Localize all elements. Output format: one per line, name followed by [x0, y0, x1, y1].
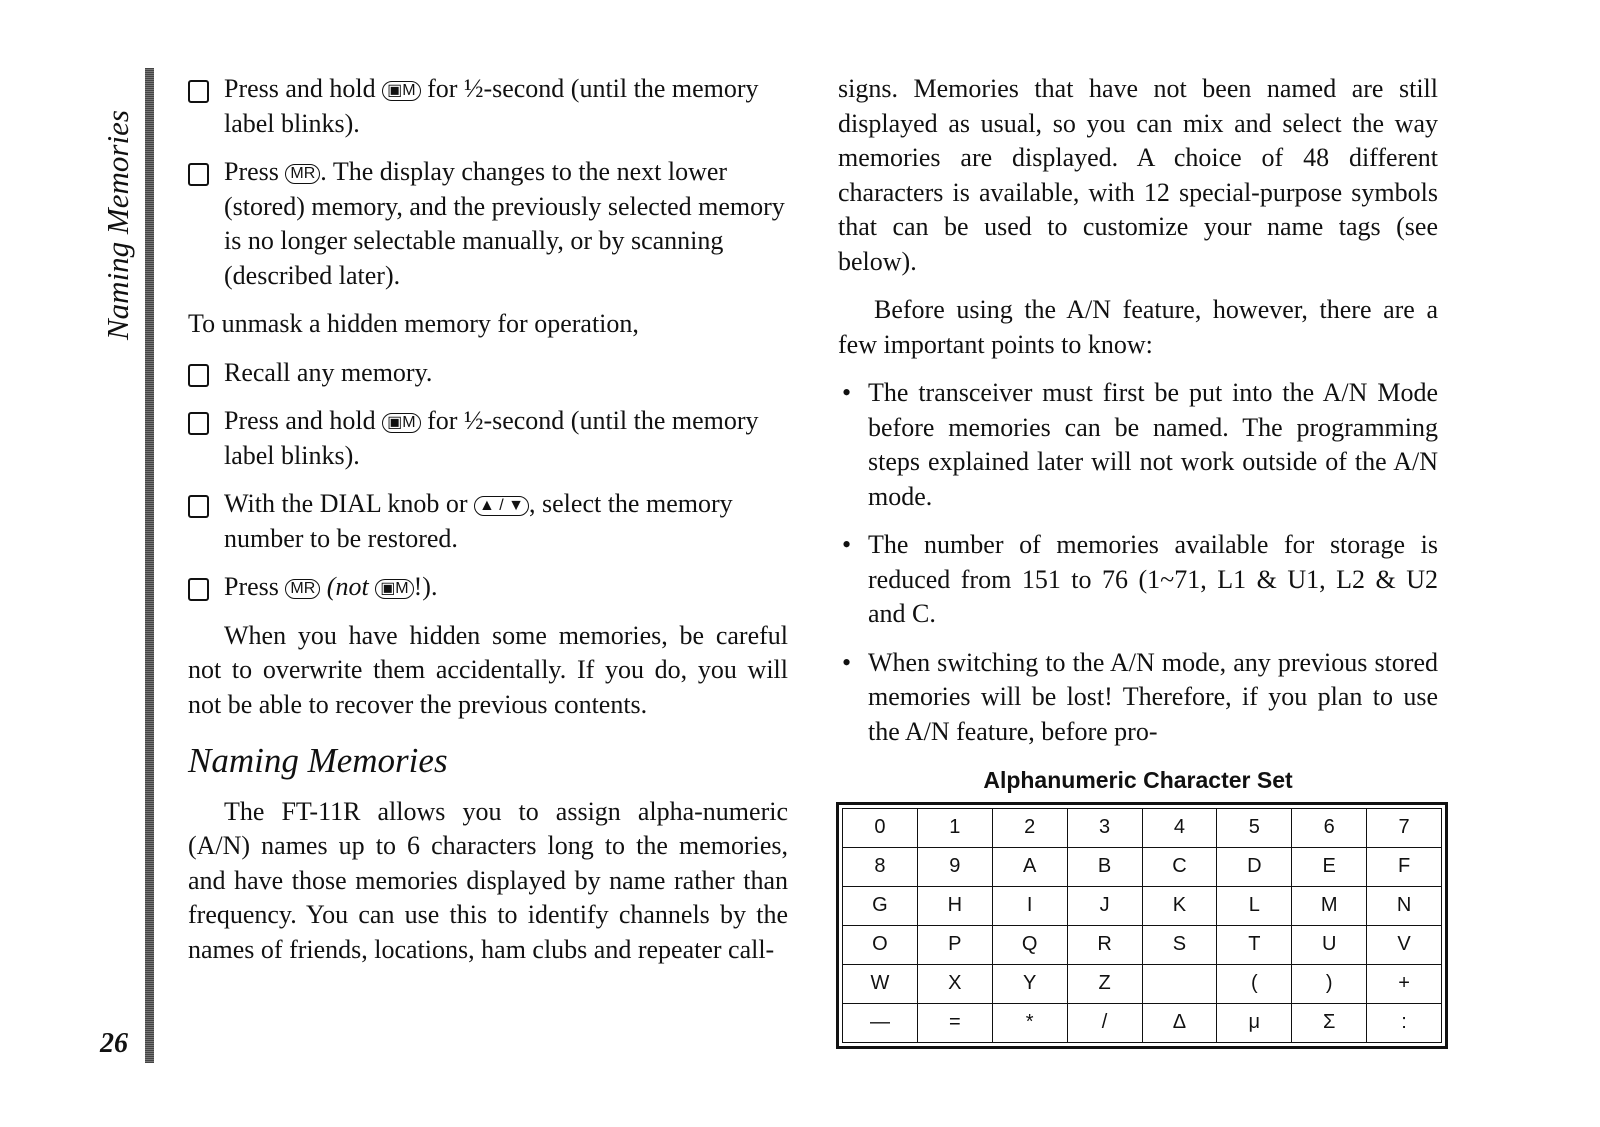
table-cell: N	[1367, 886, 1442, 925]
up-down-key-icon: ▲ / ▼	[474, 496, 529, 516]
step-item: Recall any memory.	[188, 356, 788, 391]
table-cell: Δ	[1142, 1003, 1217, 1042]
table-cell: B	[1067, 847, 1142, 886]
table-cell: W	[843, 964, 918, 1003]
table-cell: —	[843, 1003, 918, 1042]
warning-paragraph: When you have hidden some memories, be careful not to overwrite them accidentally. If you do, you will not be able to recover the previous contents.	[188, 620, 788, 719]
step-item: Press and hold ▣M for ½-second (until the memory label blinks).	[188, 404, 788, 473]
checkbox-icon	[188, 80, 209, 103]
bullet-item: • When switching to the A/N mode, any previous stored memories will be lost! Therefore, if you plan to use the A/N feature, before pro-	[842, 647, 1438, 746]
dm-key-icon: ▣M	[382, 413, 420, 433]
table-cell: L	[1217, 886, 1292, 925]
table-cell: T	[1217, 925, 1292, 964]
table-cell: 3	[1067, 808, 1142, 847]
table-cell: Z	[1067, 964, 1142, 1003]
mr-key-icon: MR	[285, 164, 320, 184]
table-cell: 9	[917, 847, 992, 886]
table-cell: U	[1292, 925, 1367, 964]
table-cell: (	[1217, 964, 1292, 1003]
step-item: Press MR (not ▣M !).	[188, 570, 788, 605]
table-cell: E	[1292, 847, 1367, 886]
table-cell: J	[1067, 886, 1142, 925]
table-cell: V	[1367, 925, 1442, 964]
table-cell: :	[1367, 1003, 1442, 1042]
table-cell: M	[1292, 886, 1367, 925]
table-cell: 1	[917, 808, 992, 847]
mr-key-icon: MR	[285, 579, 320, 599]
table-row	[843, 925, 1442, 964]
thumb-tab-bar	[145, 68, 154, 1063]
table-cell: +	[1367, 964, 1442, 1003]
bullet-icon: •	[842, 378, 852, 407]
naming-paragraph: The FT-11R allows you to assign alpha-numeric (A/N) names up to 6 characters long to the memories, and have those memories displayed by name rather than frequency. You can use this to identify channels by the names of friends, locations, ham clubs and repeater call-	[188, 796, 788, 964]
left-column	[188, 72, 788, 981]
table-row	[843, 964, 1442, 1003]
table-cell: H	[917, 886, 992, 925]
table-cell: 6	[1292, 808, 1367, 847]
table-cell: )	[1292, 964, 1367, 1003]
table-row	[843, 847, 1442, 886]
section-heading: Naming Memories	[188, 741, 448, 780]
step-item: Press and hold ▣M for ½-second (until the memory label blinks).	[188, 72, 788, 141]
table-cell: 4	[1142, 808, 1217, 847]
table-cell	[1142, 964, 1217, 1003]
checkbox-icon	[188, 495, 209, 518]
table-cell: Q	[992, 925, 1067, 964]
table-cell: R	[1067, 925, 1142, 964]
table-cell: P	[917, 925, 992, 964]
table-cell: /	[1067, 1003, 1142, 1042]
intro-paragraph: signs. Memories that have not been named are still displayed as usual, so you can mix and select the way memories are displayed. A choice of 48 different characters is available, with 12 special-purpose symbols that can be used to customize your name tags (see below).	[838, 74, 1438, 276]
running-header: Naming Memories	[100, 110, 135, 340]
table-cell: 0	[843, 808, 918, 847]
table-cell: K	[1142, 886, 1217, 925]
step-item: With the DIAL knob or ▲ / ▼ , select the memory number to be restored.	[188, 487, 788, 556]
bullet-item: • The number of memories available for storage is reduced from 151 to 76 (1~71, L1 & U1, L2 & U2 and C.	[842, 530, 1438, 628]
step-item: Press MR . The display changes to the next lower (stored) memory, and the previously selected memory is no longer selectable manually, or by scanning (described later).	[188, 155, 788, 293]
table-cell: C	[1142, 847, 1217, 886]
table-cell: F	[1367, 847, 1442, 886]
table-cell: 2	[992, 808, 1067, 847]
table-cell: I	[992, 886, 1067, 925]
table-cell: 5	[1217, 808, 1292, 847]
table-row	[843, 808, 1442, 847]
page-number: 26	[100, 1028, 128, 1059]
table-cell: μ	[1217, 1003, 1292, 1042]
dm-key-icon: ▣M	[382, 81, 420, 101]
checkbox-icon	[188, 578, 209, 601]
dm-key-icon: ▣M	[375, 579, 413, 599]
table-title: Alphanumeric Character Set	[983, 767, 1293, 793]
bullet-icon: •	[842, 530, 852, 559]
points-paragraph: Before using the A/N feature, however, there are a few important points to know:	[838, 295, 1438, 359]
right-column	[838, 72, 1438, 1043]
table-cell: D	[1217, 847, 1292, 886]
table-cell: *	[992, 1003, 1067, 1042]
table-row	[843, 1003, 1442, 1042]
table-cell: X	[917, 964, 992, 1003]
table-cell: S	[1142, 925, 1217, 964]
unmask-intro: To unmask a hidden memory for operation,	[188, 309, 639, 338]
table-cell: A	[992, 847, 1067, 886]
table-cell: 7	[1367, 808, 1442, 847]
character-set-table	[842, 808, 1442, 1043]
table-cell: G	[843, 886, 918, 925]
table-row	[843, 886, 1442, 925]
table-cell: 8	[843, 847, 918, 886]
bullet-item: • The transceiver must first be put into the A/N Mode before memories can be named. The programming steps explained later will not work outside of the A/N mode.	[842, 378, 1438, 511]
table-cell: Σ	[1292, 1003, 1367, 1042]
checkbox-icon	[188, 412, 209, 435]
checkbox-icon	[188, 163, 209, 186]
table-cell: Y	[992, 964, 1067, 1003]
table-cell: O	[843, 925, 918, 964]
bullet-icon: •	[842, 647, 852, 677]
checkbox-icon	[188, 364, 209, 387]
table-cell: =	[917, 1003, 992, 1042]
